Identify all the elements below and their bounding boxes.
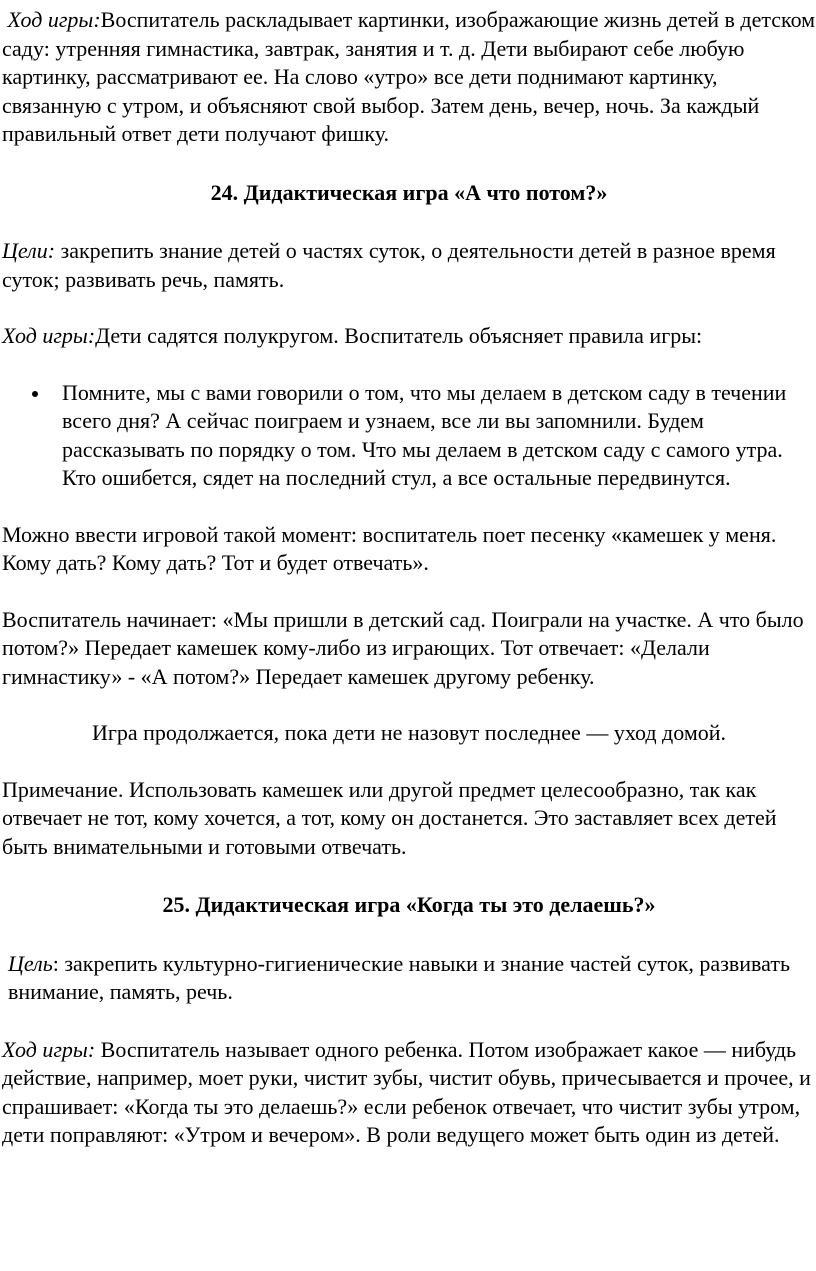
game24-teacher-paragraph: Воспитатель начинает: «Мы пришли в детский сад. Поиграли на участке. А что было потом?» Передает камешек кому-либо из играющих. Тот отвечает: «Делали гимнастику» - «А потом?» Передает камешек другому ребенку. (2, 606, 804, 689)
game24-note-paragraph: Примечание. Использовать камешек или другой предмет целесообразно, так как отвечает не тот, кому хочется, а тот, кому он достанется. Это заставляет всех детей быть внимательными и готовыми отвечать. (2, 776, 777, 859)
game25-course-paragraph (2, 1036, 816, 1150)
game24-goal-text: закрепить знание детей о частях суток, о деятельности детей в разное время суток; развивать речь, память. (2, 238, 776, 292)
game24-heading: 24. Дидактическая игра «А что потом?» (210, 179, 608, 205)
game25-goal-label: Цель (8, 950, 53, 976)
game24-course-paragraph (2, 322, 816, 351)
intro-text: Воспитатель раскладывает картинки, изображающие жизнь детей в детском саду: утренняя гимнастика, завтрак, занятия и т. д. Дети выбирают себе любую картинку, рассматривают ее. На слово «утро» все дети поднимают картинку, связанную с утром, и объясняют свой выбор. Затем день, вечер, ночь. За каждый правильный ответ дети получают фишку. (2, 7, 816, 146)
game24-moment-paragraph: Можно ввести игровой такой момент: воспитатель поет песенку «камешек у меня. Кому дать? Кому дать? Тот и будет отвечать». (2, 521, 777, 575)
game25-heading: 25. Дидактическая игра «Когда ты это делаешь?» (162, 892, 656, 917)
game24-course-label: Ход игры: (2, 323, 96, 348)
game25-course-text: Воспитатель называет одного ребенка. Потом изображает какое — нибудь действие, например, моет руки, чистит зубы, чистит обувь, причесывается и прочее, и спрашивает: «Когда ты это делаешь?» если ребенок отвечает, что чистит зубы утром, дети поправляют: «Утром и вечером». В роли ведущего может быть один из детей. (2, 1036, 811, 1147)
game24-continue-paragraph: Игра продолжается, пока дети не назовут последнее — уход домой. (91, 720, 727, 745)
game24-goal-label: Цели: (2, 238, 56, 263)
game24-rules-text: Помните, мы с вами говорили о том, что мы делаем в детском саду в течении всего дня? А сейчас поиграем и узнаем, все ли вы запомнили. Будем рассказывать по порядку о том. Что мы делаем в детском саду с самого утра. Кто ошибется, сядет на последний стул, а все остальные передвинутся. (62, 379, 787, 490)
game24-course-text: Дети садятся полукругом. Воспитатель объясняет правила игры: (95, 323, 703, 348)
game25-course-label: Ход игры: (2, 1036, 96, 1062)
list-item (62, 379, 816, 493)
game24-goal-paragraph (2, 237, 816, 294)
game25-goal-paragraph (2, 950, 816, 1007)
game24-rules-list (2, 379, 816, 493)
intro-label: Ход игры: (7, 7, 101, 32)
game25-goal-text: : закрепить культурно-гигиенические навыки и знание частей суток, развивать внимание, память, речь. (8, 950, 790, 1004)
intro-paragraph (2, 6, 816, 149)
bullet-icon (32, 391, 38, 397)
